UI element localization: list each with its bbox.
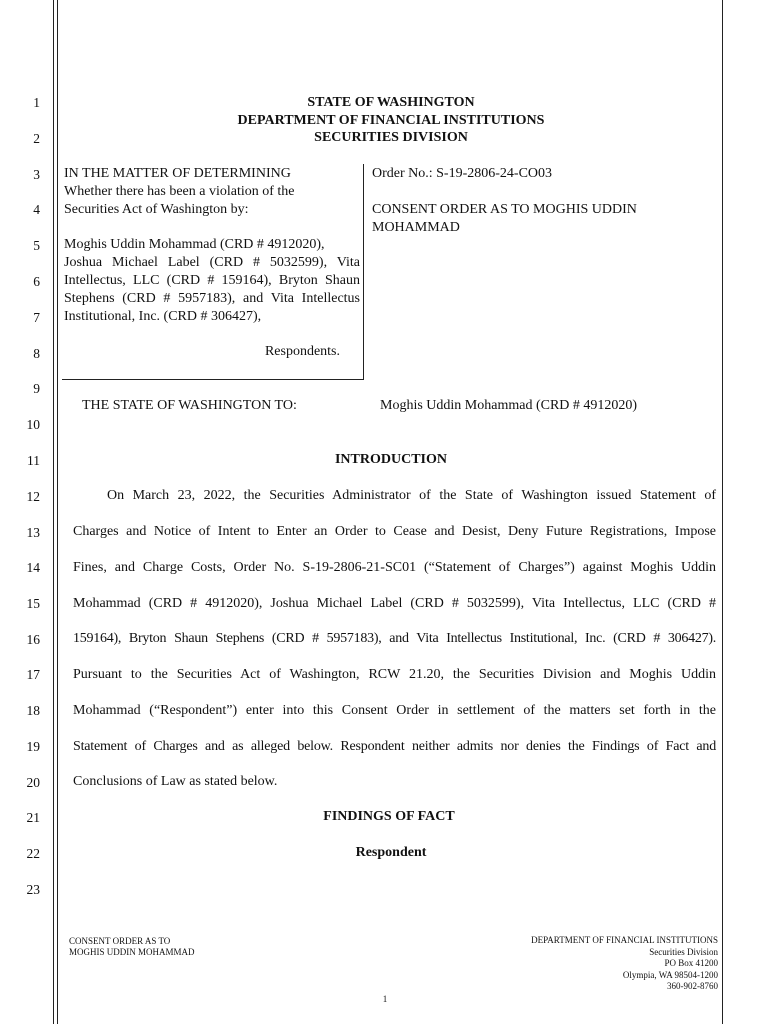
line-number: 15 <box>26 596 40 611</box>
line-number: 21 <box>26 810 40 825</box>
left-margin-rule-outer <box>53 0 54 1024</box>
paragraph-line: Mohammad (CRD # 4912020), Joshua Michael Label (CRD # 5032599), Vita Intellectus, LLC (CRD # <box>73 596 716 611</box>
header-department: DEPARTMENT OF FINANCIAL INSTITUTIONS <box>237 112 545 128</box>
document-header <box>60 94 722 147</box>
address-recipient: Moghis Uddin Mohammad (CRD # 4912020) <box>380 398 638 413</box>
line-number: 12 <box>26 489 40 504</box>
page-number: 1 <box>382 994 388 1004</box>
matter-line: IN THE MATTER OF DETERMINING <box>64 166 291 181</box>
footer-right-line: 360-902-8760 <box>667 981 718 991</box>
respondents-label: Respondents. <box>264 344 340 359</box>
respondent-subheading: Respondent <box>355 845 427 860</box>
line-number: 11 <box>27 453 40 468</box>
footer-right-line: PO Box 41200 <box>664 958 718 968</box>
line-number: 17 <box>26 667 40 682</box>
line-number: 1 <box>33 95 40 110</box>
right-margin-rule <box>722 0 723 1024</box>
footer-right-line: DEPARTMENT OF FINANCIAL INSTITUTIONS <box>531 935 718 945</box>
paragraph-line: Charges and Notice of Intent to Enter an Order to Cease and Desist, Deny Future Registrations, Impose <box>73 524 716 539</box>
line-number: 14 <box>26 560 40 575</box>
address-to: THE STATE OF WASHINGTON TO: <box>82 398 297 413</box>
line-number: 10 <box>26 417 40 432</box>
paragraph-line: 159164), Bryton Shaun Stephens (CRD # 5957183), and Vita Intellectus Institutional, Inc. (CRD # 306427). <box>73 631 716 646</box>
paragraph-line: On March 23, 2022, the Securities Administrator of the State of Washington issued Statement of <box>107 488 716 503</box>
line-number: 7 <box>33 310 40 325</box>
footer-left-line: CONSENT ORDER AS TO <box>69 936 171 946</box>
header-division: SECURITIES DIVISION <box>314 130 468 145</box>
paragraph-line: Mohammad (“Respondent”) enter into this Consent Order in settlement of the matters set forth in the <box>73 703 716 718</box>
paragraph-line: Pursuant to the Securities Act of Washington, RCW 21.20, the Securities Division and Moghis Uddin <box>73 667 716 682</box>
line-number: 9 <box>33 381 40 396</box>
matter-line: Securities Act of Washington by: <box>64 201 249 217</box>
header-state: STATE OF WASHINGTON <box>307 95 475 110</box>
line-number: 2 <box>33 131 40 146</box>
line-number: 18 <box>26 703 40 718</box>
paragraph-line: Conclusions of Law as stated below. <box>73 774 278 789</box>
footer-right-line: Securities Division <box>649 946 718 957</box>
order-number: Order No.: S-19-2806-24-CO03 <box>372 166 553 181</box>
order-title-line: CONSENT ORDER AS TO MOGHIS UDDIN <box>372 202 637 217</box>
respondent-line: Joshua Michael Label (CRD # 5032599), Vita <box>64 255 360 271</box>
footer-right-line: Olympia, WA 98504-1200 <box>622 969 718 980</box>
line-number: 8 <box>33 346 40 361</box>
line-number: 6 <box>33 274 40 289</box>
caption-box-bottom-rule <box>62 379 364 380</box>
line-number: 4 <box>33 202 40 217</box>
findings-heading: FINDINGS OF FACT <box>323 809 455 824</box>
respondent-line: Moghis Uddin Mohammad (CRD # 4912020), <box>64 237 325 253</box>
footer-left <box>69 936 195 958</box>
line-number: 16 <box>26 632 40 647</box>
respondent-line: Intellectus, LLC (CRD # 159164), Bryton Shaun <box>64 272 360 288</box>
caption-order <box>372 165 702 237</box>
paragraph-line: Statement of Charges and as alleged below. Respondent neither admits nor denies the Findings of Fact and <box>73 739 716 754</box>
caption-box-right-rule <box>363 164 364 380</box>
line-number: 20 <box>26 775 40 790</box>
line-number: 23 <box>26 882 40 897</box>
order-title-line: MOHAMMAD <box>372 220 460 235</box>
left-margin-rule-inner <box>57 0 58 1024</box>
paragraph-line: Fines, and Charge Costs, Order No. S-19-2806-21-SC01 (“Statement of Charges”) against Moghis Uddin <box>73 560 716 575</box>
line-number: 22 <box>26 846 40 861</box>
line-number: 3 <box>33 167 40 182</box>
introduction-heading: INTRODUCTION <box>334 452 447 467</box>
line-number: 13 <box>26 525 40 540</box>
line-number: 19 <box>26 739 40 754</box>
respondent-line: Institutional, Inc. (CRD # 306427), <box>64 308 262 324</box>
respondent-line: Stephens (CRD # 5957183), and Vita Intellectus <box>64 290 360 306</box>
caption-matter <box>64 165 360 325</box>
footer-right <box>531 935 718 993</box>
line-number: 5 <box>33 238 40 253</box>
footer-left-line: MOGHIS UDDIN MOHAMMAD <box>69 947 195 957</box>
matter-line: Whether there has been a violation of the <box>64 183 295 199</box>
